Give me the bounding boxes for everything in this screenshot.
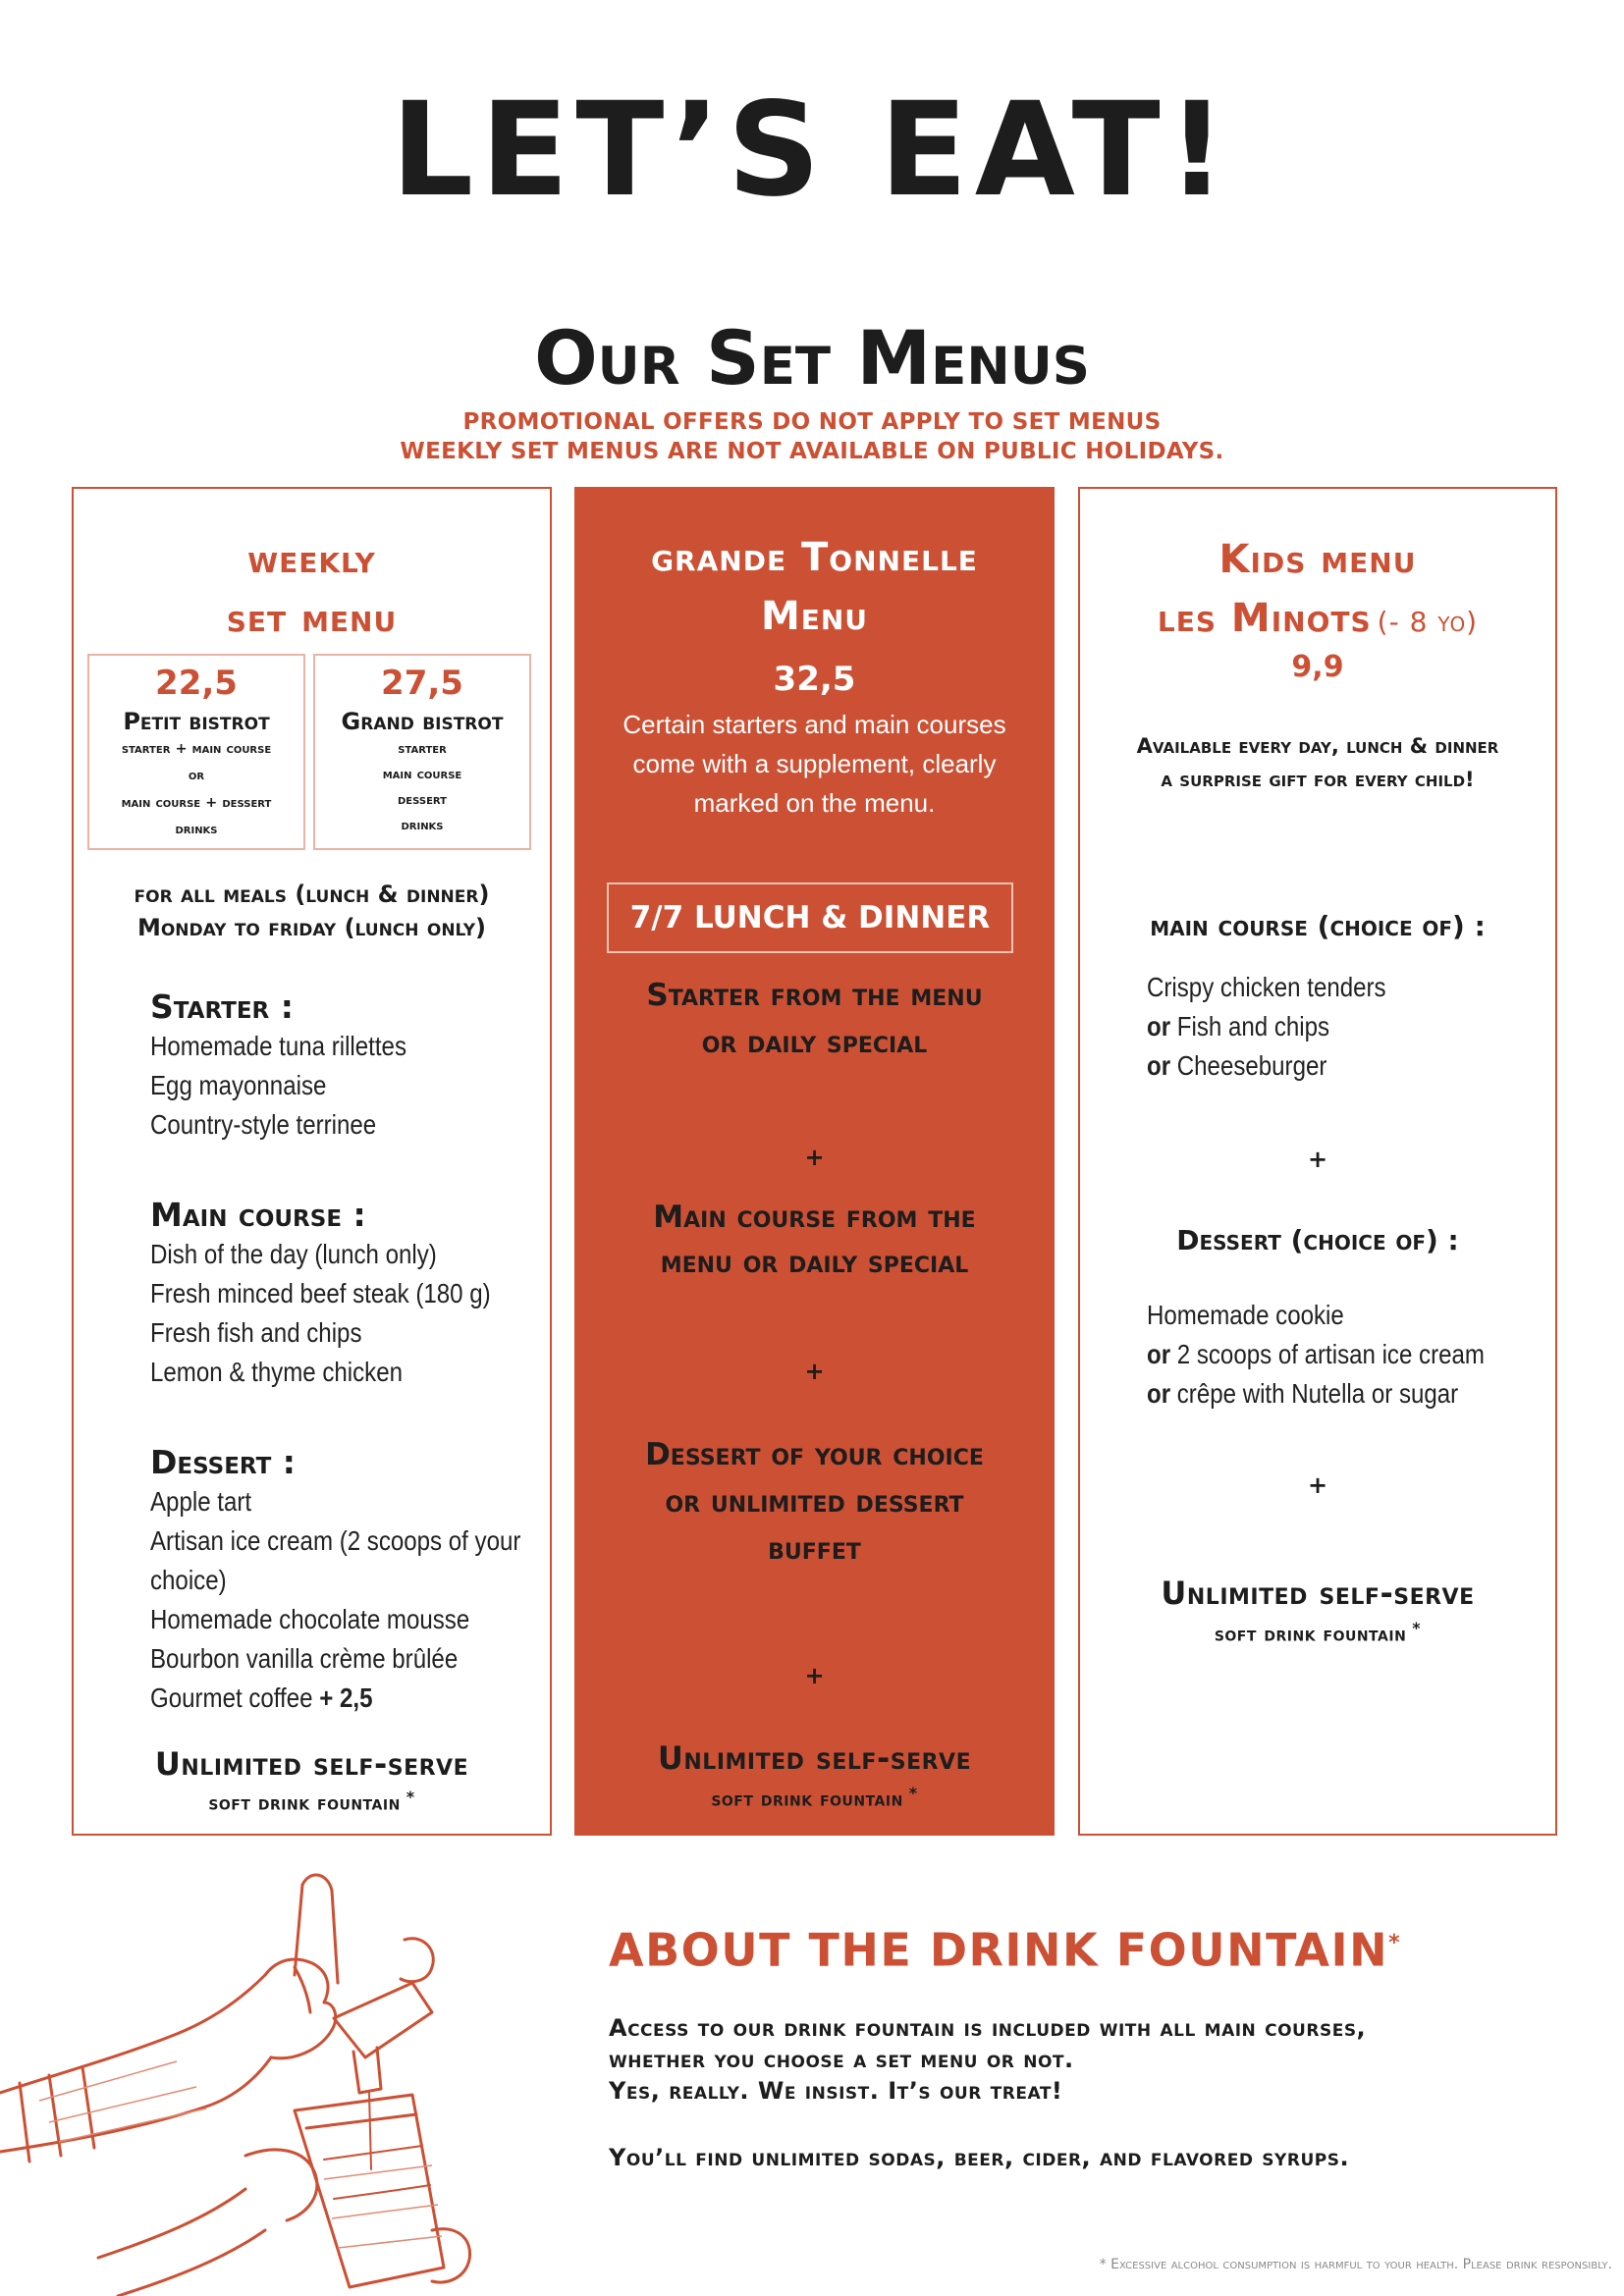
kids-gift: a surprise gift for every child! <box>1161 768 1475 791</box>
list-item: or crêpe with Nutella or sugar <box>1147 1378 1459 1409</box>
grande-starter-line: or daily special <box>701 1025 928 1060</box>
weekly-main-list <box>150 1235 546 1392</box>
coffee-price: + 2,5 <box>319 1682 373 1713</box>
petit-bistrot-line: or <box>188 768 205 783</box>
grande-note <box>574 705 1055 823</box>
kids-fountain-sub: soft drink fountain * <box>1214 1619 1422 1646</box>
weekly-dessert-list <box>150 1482 581 1718</box>
kids-menu-panel <box>1078 487 1557 1836</box>
kids-dessert-title: Dessert (choice of) : <box>1176 1224 1459 1256</box>
list-item: Fresh fish and chips <box>150 1317 362 1348</box>
grande-note-line: come with a supplement, clearly <box>632 749 997 778</box>
coffee-label: Gourmet coffee <box>150 1682 313 1713</box>
grande-note-line: marked on the menu. <box>693 788 936 818</box>
about-line: whether you choose a set menu or not. <box>609 2046 1074 2073</box>
list-item: Dish of the day (lunch only) <box>150 1239 437 1269</box>
grand-bistrot-line: main course <box>382 767 462 782</box>
grande-tonnelle-panel <box>574 487 1055 1836</box>
weekly-title-line1: weekly <box>247 537 376 582</box>
plus-sign: + <box>1307 1471 1328 1499</box>
grande-price: 32,5 <box>773 660 856 699</box>
petit-bistrot-line: drinks <box>175 822 218 837</box>
list-item: Egg mayonnaise <box>150 1070 327 1100</box>
kids-title-line1: Kids menu <box>1218 537 1417 582</box>
grande-dessert-line: or unlimited dessert <box>665 1484 964 1520</box>
weekly-fountain-sub: soft drink fountain * <box>208 1788 415 1815</box>
petit-bistrot-price: 22,5 <box>155 664 238 703</box>
list-item: Lemon & thyme chicken <box>150 1357 403 1387</box>
weekly-set-menu-panel <box>72 487 552 1836</box>
beer-tap-illustration-icon <box>0 1865 550 2296</box>
list-item: Crispy chicken tenders <box>1147 972 1386 1002</box>
weekly-availability-2: Monday to friday (lunch only) <box>136 914 487 941</box>
grand-bistrot-line: dessert <box>398 792 447 808</box>
list-item: Bourbon vanilla crème brûlée <box>150 1643 459 1674</box>
about-line: You’ll find unlimited sodas, beer, cider, and flavored syrups. <box>609 2144 1350 2171</box>
grand-bistrot-line: starter <box>398 741 447 757</box>
grande-fountain-title: Unlimited self-serve <box>657 1739 972 1777</box>
about-line: Yes, really. We insist. It’s our treat! <box>609 2077 1063 2105</box>
petit-bistrot-line: starter + main course <box>121 741 272 757</box>
list-item: Fresh minced beef steak (180 g) <box>150 1278 491 1308</box>
grande-main-line: Main course from the <box>653 1200 976 1235</box>
about-line: Access to our drink fountain is included with all main courses, <box>609 2014 1367 2042</box>
list-item: or Fish and chips <box>1147 1011 1330 1041</box>
grand-bistrot-box <box>313 654 531 850</box>
kids-fountain-title: Unlimited self-serve <box>1161 1575 1475 1612</box>
grande-main-line: menu or daily special <box>660 1245 969 1280</box>
petit-bistrot-box <box>87 654 305 850</box>
lunch-dinner-badge: 7/7 LUNCH & DINNER <box>607 882 1013 953</box>
grande-title-line2: Menu <box>760 594 869 639</box>
grande-title-line1: grande Tonnelle <box>651 535 978 580</box>
plus-sign: + <box>804 1358 825 1385</box>
weekly-availability-1: for all meals (lunch & dinner) <box>134 881 490 908</box>
notice-promotions: PROMOTIONAL OFFERS DO NOT APPLY TO SET MENUS <box>462 409 1162 435</box>
list-item: Homemade chocolate mousse <box>150 1604 470 1634</box>
about-fountain-title: ABOUT THE DRINK FOUNTAIN* <box>609 1923 1402 1977</box>
plus-sign: + <box>804 1144 825 1171</box>
kids-main-list <box>1147 968 1425 1086</box>
petit-bistrot-line: main course + dessert <box>121 795 272 811</box>
weekly-starter-title: Starter : <box>150 988 294 1026</box>
list-item: choice) <box>150 1565 227 1595</box>
list-item: or Cheeseburger <box>1147 1050 1327 1081</box>
petit-bistrot-name: Petit bistrot <box>123 708 270 735</box>
page-title: LET’S EAT! <box>391 75 1233 226</box>
asterisk: * <box>406 1788 415 1806</box>
grande-dessert-line: Dessert of your choice <box>645 1437 984 1472</box>
list-item: Homemade tuna rillettes <box>150 1031 406 1061</box>
weekly-title-line2: set menu <box>226 596 398 641</box>
asterisk: * <box>1388 1931 1402 1955</box>
list-item: Country-style terrinee <box>150 1109 377 1140</box>
kids-price: 9,9 <box>1291 650 1344 684</box>
plus-sign: + <box>1307 1146 1328 1173</box>
kids-availability: Available every day, lunch & dinner <box>1136 734 1499 758</box>
grande-fountain-sub: soft drink fountain * <box>711 1784 918 1811</box>
weekly-dessert-title: Dessert : <box>150 1443 296 1481</box>
list-item: Apple tart <box>150 1486 252 1517</box>
grand-bistrot-price: 27,5 <box>381 664 463 703</box>
grande-starter-line: Starter from the menu <box>646 978 983 1013</box>
weekly-fountain-title: Unlimited self-serve <box>154 1745 469 1783</box>
list-item: or 2 scoops of artisan ice cream <box>1147 1339 1485 1369</box>
grand-bistrot-line: drinks <box>401 818 444 833</box>
weekly-main-title: Main course : <box>150 1196 366 1234</box>
section-title: Our Set Menus <box>534 314 1090 401</box>
grand-bistrot-name: Grand bistrot <box>341 708 504 735</box>
footnote: * Excessive alcohol consumption is harmful to your health. Please drink responsibly. <box>1099 2257 1612 2272</box>
asterisk: * <box>908 1784 918 1802</box>
grande-dessert-line: buffet <box>768 1531 861 1567</box>
list-item-coffee <box>150 1679 520 1718</box>
weekly-starter-list <box>150 1027 448 1145</box>
kids-age: (- 8 yo) <box>1377 606 1479 638</box>
notice-holidays: WEEKLY SET MENUS ARE NOT AVAILABLE ON PUBLIC HOLIDAYS. <box>400 439 1224 464</box>
kids-main-title: main course (choice of) : <box>1150 910 1486 942</box>
asterisk: * <box>1412 1619 1422 1637</box>
plus-sign: + <box>804 1662 825 1689</box>
kids-dessert-list <box>1147 1296 1540 1414</box>
kids-title-line2: les Minots (- 8 yo) <box>1157 596 1479 641</box>
list-item: Homemade cookie <box>1147 1300 1344 1330</box>
list-item: Artisan ice cream (2 scoops of your <box>150 1525 521 1556</box>
grande-note-line: Certain starters and main courses <box>623 710 1006 739</box>
